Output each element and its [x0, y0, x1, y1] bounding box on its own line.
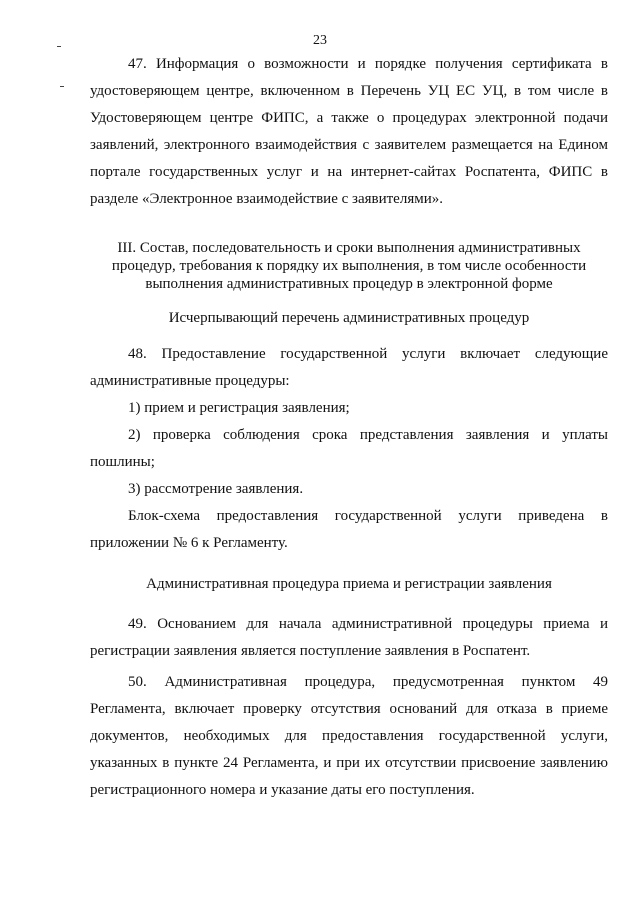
procedure-item: 2) проверка соблюдения срока представления заявления и уплаты пошлины;	[90, 427, 608, 470]
paragraph-50: 50. Административная процедура, предусмотренная пунктом 49 Регламента, включает проверку отсутствия оснований для отказа в приеме документов, необходимых для предоставления государственной услуги, указанных в пункте 24 Регламента, и при их отсутствии присвоение заявлению регистрационного номера и указание даты его поступления.	[90, 674, 608, 798]
flowchart-note: Блок-схема предоставления государственной услуги приведена в приложении № 6 к Регламенту.	[90, 508, 608, 551]
subheading-reception-procedure: Административная процедура приема и регистрации заявления	[146, 576, 552, 592]
section-heading-line: III. Состав, последовательность и сроки выполнения административных	[117, 240, 581, 256]
procedure-item: 3) рассмотрение заявления.	[128, 481, 304, 497]
subheading-procedures-list: Исчерпывающий перечень административных процедур	[168, 310, 530, 326]
paragraph-47: 47. Информация о возможности и порядке получения сертификата в удостоверяющем центре, включенном в Перечень УЦ ЕС УЦ, в том числе в Удостоверяющем центре ФИПС, а также о процедурах электронной подачи заявлений, электронного взаимодействия с заявителем размещается на Едином портале государственных услуг и на интернет-сайтах Роспатента, ФИПС в разделе «Электронное взаимодействие с заявителями».	[90, 56, 608, 207]
document-body	[90, 51, 608, 804]
paragraph-49: 49. Основанием для начала административной процедуры приема и регистрации заявления является поступление заявления в Роспатент.	[90, 616, 608, 659]
section-heading	[90, 239, 608, 293]
procedure-item: 1) прием и регистрация заявления;	[128, 400, 350, 416]
page-number: 23	[313, 33, 327, 48]
paragraph-48: 48. Предоставление государственной услуги включает следующие административные процедуры:	[90, 346, 608, 389]
section-heading-line: выполнения административных процедур в электронной форме	[145, 276, 553, 292]
scan-mark	[60, 86, 64, 87]
section-heading-line: процедур, требования к порядку их выполнения, в том числе особенности	[111, 258, 587, 274]
